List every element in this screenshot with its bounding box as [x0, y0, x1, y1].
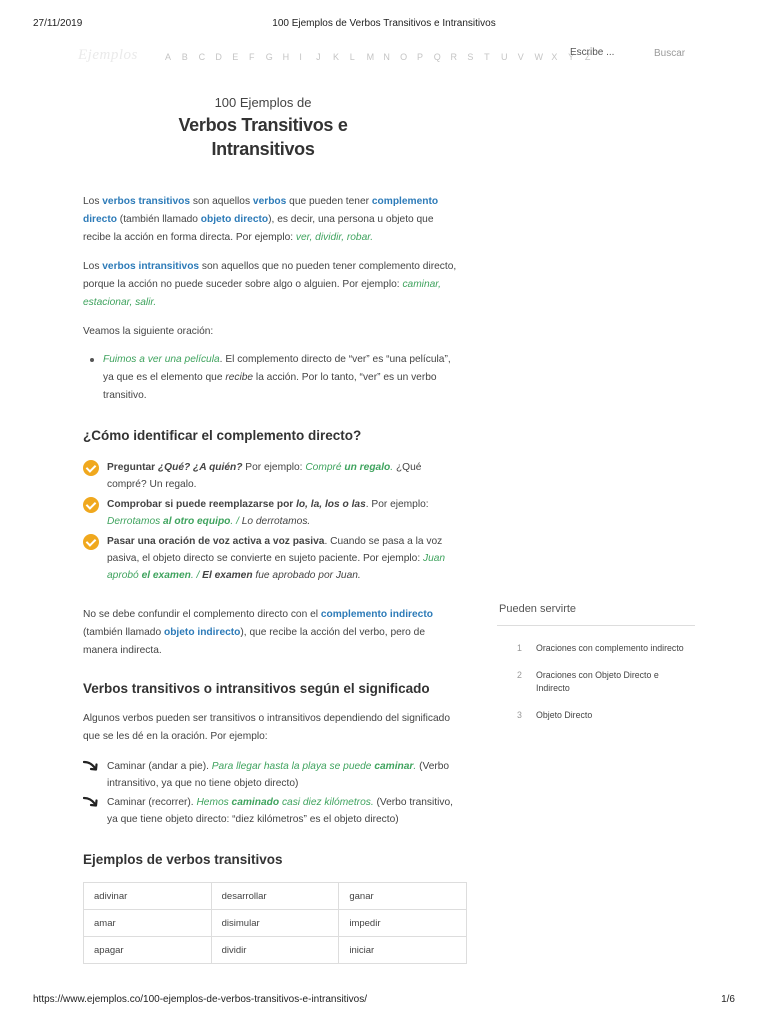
alphabet-letter-h[interactable]: H — [282, 52, 290, 62]
table-row — [84, 883, 467, 910]
link-verbos-transitivos[interactable]: verbos transitivos — [102, 196, 191, 207]
example-bold-text: un regalo — [344, 462, 391, 473]
italic-text: Lo derrotamos. — [241, 516, 311, 527]
example-text: Juan aprobó — [107, 553, 446, 581]
paragraph-meaning: Algunos verbos pueden ser transitivos o intransitivos dependiendo del significado que se les dé en la oración. Por ejemplo: — [83, 713, 450, 742]
bold-text: Comprobar si puede reemplazarse por — [107, 499, 297, 510]
heading-identify: ¿Cómo identificar el complemento directo? — [83, 428, 362, 443]
example-text: . — [413, 761, 417, 772]
example-text: . — [390, 462, 394, 473]
alphabet-letter-o[interactable]: O — [400, 52, 408, 62]
check-item-2 — [83, 496, 458, 530]
example-text: Fuimos a ver una película — [103, 354, 220, 365]
example-text: Compré — [305, 462, 345, 473]
alphabet-letter-y[interactable]: Y — [568, 52, 575, 62]
check-icon — [83, 497, 99, 513]
table-cell: disimular — [211, 910, 339, 937]
paragraph-indirecto — [83, 606, 458, 660]
text: Los — [83, 196, 103, 207]
alphabet-letter-n[interactable]: N — [383, 52, 390, 62]
alphabet-letter-m[interactable]: M — [366, 52, 375, 62]
example-text: casi diez kilómetros. — [279, 797, 374, 808]
text: Caminar (recorrer). — [107, 797, 197, 808]
alphabet-letter-f[interactable]: F — [248, 52, 255, 62]
example-text: Derrotamos — [107, 516, 164, 527]
text: son aquellos — [190, 196, 253, 207]
arrow-item-1 — [83, 758, 458, 792]
curved-arrow-icon — [83, 795, 101, 809]
related-item-number: 3 — [517, 710, 522, 720]
alphabet-letter-b[interactable]: B — [181, 52, 188, 62]
alphabet-letter-w[interactable]: W — [534, 52, 544, 62]
related-item[interactable] — [497, 709, 695, 722]
site-header — [70, 44, 713, 68]
print-date: 27/11/2019 — [33, 18, 83, 29]
related-item-link[interactable]: Oraciones con Objeto Directo e Indirecto — [536, 670, 659, 693]
table-row — [84, 910, 467, 937]
text: la acción. Por lo tanto, “ver” es un verbo transitivo. — [103, 372, 437, 401]
arrow-list — [83, 758, 458, 828]
related-item-link[interactable]: Objeto Directo — [536, 710, 593, 720]
text: ¿Qué compré? Un regalo. — [107, 462, 422, 490]
alphabet-letter-c[interactable]: C — [198, 52, 206, 62]
alphabet-letter-d[interactable]: D — [215, 52, 222, 62]
table-cell: apagar — [84, 937, 212, 964]
curved-arrow-icon — [83, 759, 101, 773]
text: . El complemento directo de “ver” es “una película”, ya que es el elemento que — [103, 354, 451, 383]
alphabet-letter-e[interactable]: E — [232, 52, 239, 62]
text: (Verbo transitivo, ya que tiene objeto directo: “diez kilómetros” es el objeto directo) — [107, 797, 453, 825]
example-text: . / — [230, 516, 242, 527]
example-text: Para llegar hasta la playa se puede — [211, 761, 375, 772]
related-list — [497, 642, 695, 722]
link-objeto-indirecto[interactable]: objeto indirecto — [163, 627, 241, 638]
text: (también llamado — [83, 627, 164, 638]
alphabet-letter-l[interactable]: L — [349, 52, 355, 62]
alphabet-letter-z[interactable]: Z — [584, 52, 591, 62]
alphabet-letter-r[interactable]: R — [450, 52, 458, 62]
alphabet-letter-p[interactable]: P — [416, 52, 423, 62]
alphabet-letter-g[interactable]: G — [265, 52, 273, 62]
check-item-3 — [83, 533, 458, 584]
text: Por ejemplo: — [242, 462, 306, 473]
text: que pueden tener — [286, 196, 372, 207]
link-objeto-directo[interactable]: objeto directo — [200, 214, 269, 225]
italic-text: fue aprobado por Juan. — [252, 570, 361, 581]
paragraph-intransitivos — [83, 258, 458, 312]
link-complemento-indirecto[interactable]: complemento indirecto — [320, 609, 433, 620]
check-list — [83, 459, 458, 584]
alphabet-letter-q[interactable]: Q — [433, 52, 441, 62]
text: ), es decir, una persona u objeto que recibe la acción en forma directa. Por ejemplo: — [83, 214, 434, 243]
page-title — [83, 113, 443, 161]
page-title-text: Verbos Transitivos e Intransitivos — [178, 115, 348, 159]
emphasis-text: recibe — [225, 372, 254, 383]
paragraph-veamos: Veamos la siguiente oración: — [83, 326, 214, 337]
example-bold-text: caminado — [231, 797, 280, 808]
bold-text: Pasar una oración de voz activa a voz pasiva — [107, 536, 325, 547]
print-page-number: 1/6 — [721, 994, 735, 1005]
print-url: https://www.ejemplos.co/100-ejemplos-de-verbos-transitivos-e-intransitivos/ — [33, 994, 368, 1005]
example-text: . / — [190, 570, 203, 581]
search-input[interactable] — [570, 47, 640, 58]
bold-text: Preguntar — [107, 462, 158, 473]
alphabet-letter-i[interactable]: I — [299, 52, 302, 62]
page-pretitle: 100 Ejemplos de — [214, 95, 312, 110]
text: son aquellos que no pueden tener complemento directo, porque la acción no puede suceder sobre algo o alguien. Por ejemplo: — [83, 261, 457, 290]
bold-italic-text: El examen — [202, 570, 253, 581]
text: (Verbo intransitivo, ya que no tiene objeto directo) — [107, 761, 450, 789]
bold-italic-text: lo, la, los o las — [296, 499, 366, 510]
table-cell: ganar — [339, 883, 467, 910]
heading-examples: Ejemplos de verbos transitivos — [83, 852, 283, 867]
example-text: Hemos — [196, 797, 232, 808]
text: (también llamado — [116, 214, 201, 225]
alphabet-letter-k[interactable]: K — [332, 52, 339, 62]
paragraph-transitivos — [83, 193, 458, 247]
example-text: caminar, estacionar, salir. — [83, 279, 441, 308]
text: Los — [83, 261, 103, 272]
verbs-table — [83, 882, 467, 964]
sidebar-title: Pueden servirte — [497, 603, 695, 626]
example-bold-text: al otro equipo — [163, 516, 231, 527]
table-cell: desarrollar — [211, 883, 339, 910]
table-cell: amar — [84, 910, 212, 937]
table-cell: impedir — [339, 910, 467, 937]
text: No se debe confundir el complemento directo con el — [83, 609, 321, 620]
related-item[interactable] — [497, 669, 695, 695]
alphabet-letter-t[interactable]: T — [484, 52, 490, 62]
related-item-link[interactable]: Oraciones con complemento indirecto — [536, 643, 684, 653]
alphabet-letter-j[interactable]: J — [316, 52, 321, 62]
alphabet-letter-x[interactable]: X — [551, 52, 558, 62]
example-text: ver, dividir, robar. — [295, 232, 374, 243]
table-cell: adivinar — [84, 883, 212, 910]
table-cell: iniciar — [339, 937, 467, 964]
alphabet-letter-v[interactable]: V — [517, 52, 524, 62]
article — [83, 95, 458, 964]
arrow-item-2 — [83, 794, 458, 828]
check-item-1 — [83, 459, 458, 493]
alphabet-nav — [165, 52, 602, 62]
bold-italic-text: ¿Qué? ¿A quién? — [157, 462, 243, 473]
text: . Cuando se pasa a la voz pasiva, el objeto directo se convierte en sujeto paciente. Por ejemplo: — [107, 536, 443, 564]
link-verbos-intransitivos[interactable]: verbos intransitivos — [102, 261, 200, 272]
related-item-number: 2 — [517, 670, 522, 680]
alphabet-letter-a[interactable]: A — [165, 52, 172, 62]
table-row — [84, 937, 467, 964]
check-icon — [83, 534, 99, 550]
sidebar-related — [497, 603, 695, 736]
print-footer — [33, 994, 735, 1008]
heading-meaning: Verbos transitivos o intransitivos según el significado — [83, 681, 430, 696]
text: . Por ejemplo: — [365, 499, 429, 510]
search-button[interactable]: Buscar — [654, 48, 686, 59]
example-bullet-list — [83, 351, 458, 405]
table-cell: dividir — [211, 937, 339, 964]
check-icon — [83, 460, 99, 476]
alphabet-letter-s[interactable]: S — [467, 52, 474, 62]
example-bold-text: el examen — [141, 570, 191, 581]
alphabet-letter-u[interactable]: U — [500, 52, 508, 62]
list-item — [103, 351, 458, 405]
site-logo[interactable]: Ejemplos — [78, 47, 138, 63]
print-title: 100 Ejemplos de Verbos Transitivos e Intransitivos — [272, 18, 496, 29]
related-item-number: 1 — [517, 643, 522, 653]
print-header — [33, 18, 735, 32]
example-bold-text: caminar — [374, 761, 414, 772]
text: ), que recibe la acción del verbo, pero de manera indirecta. — [83, 627, 426, 656]
text: Caminar (andar a pie). — [107, 761, 212, 772]
link-verbos[interactable]: verbos — [252, 196, 287, 207]
related-item[interactable] — [497, 642, 695, 655]
link-complemento-directo[interactable]: complemento directo — [83, 196, 439, 225]
